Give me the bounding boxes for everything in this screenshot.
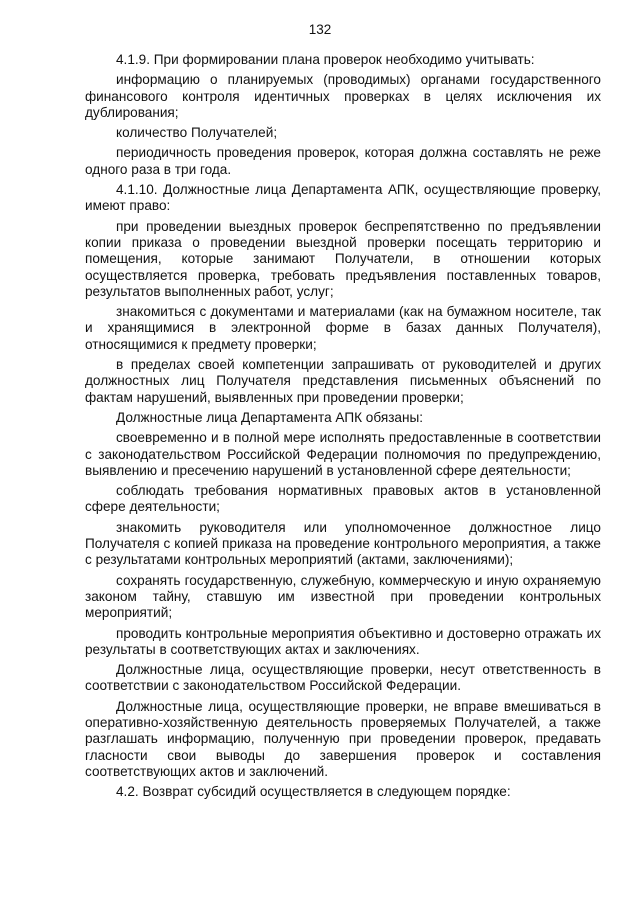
- paragraph-responsibility: Должностные лица, осуществляющие проверки, несут ответственность в соответствии с законодательством Российской Федерации.: [85, 662, 601, 694]
- paragraph-item: своевременно и в полной мере исполнять предоставленные в соответствии с законодательством Российской Федерации полномочия по предупреждению, выявлению и пресечению нарушений в установленной сфере деятельности;: [85, 430, 601, 478]
- page-number: 132: [308, 22, 332, 37]
- paragraph-item: знакомить руководителя или уполномоченное должностное лицо Получателя с копией приказа на проведение контрольного мероприятия, а также с результатами контрольных мероприятий (актами, заключениями);: [85, 519, 601, 568]
- paragraph-item: информацию о планируемых (проводимых) органами государственного финансового контроля идентичных проверках в целях исключения их дублирования;: [85, 72, 601, 120]
- paragraph-restrictions: Должностные лица, осуществляющие проверки, не вправе вмешиваться в оперативно-хозяйственную деятельность проверяемых Получателей, а также разглашать информацию, полученную при проведении проверок, предавать гласности свои выводы до завершения проверок и составления соответствующих актов и заключений.: [85, 698, 601, 779]
- document-body: [85, 52, 601, 804]
- paragraph-item: проводить контрольные мероприятия объективно и достоверно отражать их результаты в соответствующих актах и заключениях.: [85, 625, 601, 657]
- paragraph-item: соблюдать требования нормативных правовых актов в установленной сфере деятельности;: [85, 483, 601, 515]
- paragraph-item: при проведении выездных проверок беспрепятственно по предъявлении копии приказа о проведении выездной проверки посещать территорию и помещения, которые занимают Получатели, в отношении которых осуществляется проверка, требовать предъявления поставленных товаров, результатов выполненных работ, услуг;: [85, 218, 601, 299]
- paragraph-4-1-9-heading: 4.1.9. При формировании плана проверок необходимо учитывать:: [116, 52, 535, 67]
- paragraph-4-1-10-heading: 4.1.10. Должностные лица Департамента АПК, осуществляющие проверку, имеют право:: [85, 182, 601, 214]
- paragraph-item: количество Получателей;: [116, 125, 278, 141]
- paragraph-obligations-heading: Должностные лица Департамента АПК обязаны:: [116, 409, 424, 425]
- paragraph-4-2-heading: 4.2. Возврат субсидий осуществляется в следующем порядке:: [116, 784, 511, 800]
- paragraph-item: знакомиться с документами и материалами (как на бумажном носителе, так и хранящимися в электронной форме в базах данных Получателя), относящимися к предмету проверки;: [85, 304, 601, 352]
- paragraph-item: периодичность проведения проверок, которая должна составлять не реже одного раза в три года.: [85, 145, 601, 177]
- paragraph-item: сохранять государственную, служебную, коммерческую и иную охраняемую законом тайну, ставшую им известной при проведении контрольных мероприятий;: [85, 572, 601, 621]
- paragraph-item: в пределах своей компетенции запрашивать от руководителей и других должностных лиц Получателя представления письменных объяснений по фактам нарушений, выявленных при проведении проверки;: [85, 357, 601, 405]
